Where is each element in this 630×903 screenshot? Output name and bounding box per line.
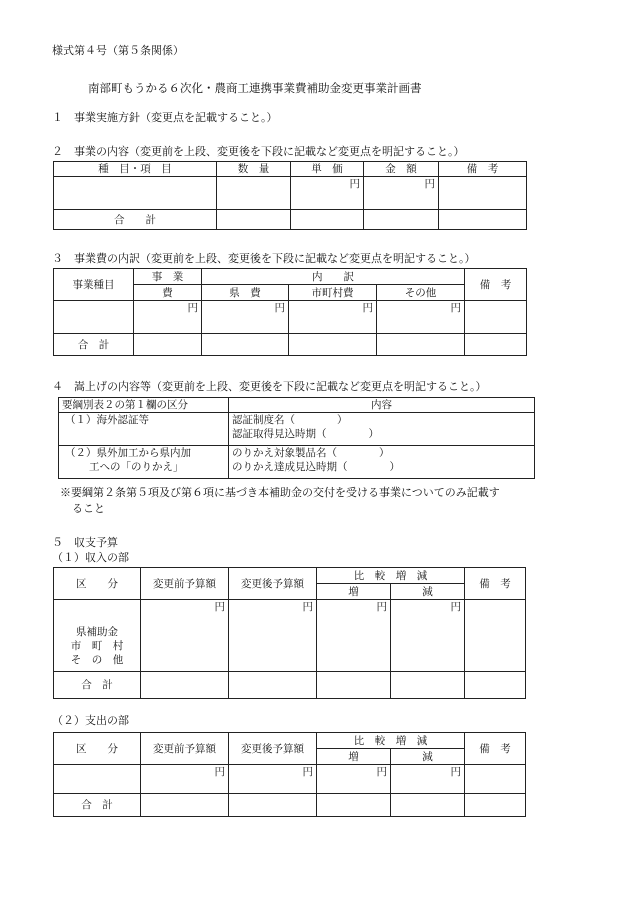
expense-table: [53, 732, 526, 817]
section5-heading: ５ 収支予算: [52, 536, 118, 549]
amount-cell[interactable]: [364, 177, 439, 210]
total-after-cell[interactable]: [229, 672, 317, 699]
business-content-table: [53, 161, 527, 230]
header-before-budget: 変更前予算額: [141, 733, 229, 765]
yen-label: 円: [424, 178, 435, 190]
yen-label: 円: [214, 601, 225, 613]
yen-label: 円: [349, 178, 360, 190]
header-town-cost: 市町村費: [289, 285, 377, 301]
business-type-cell[interactable]: [54, 301, 134, 334]
header-comparison: 比 較 増 減: [317, 733, 465, 749]
item-cell[interactable]: [54, 177, 217, 210]
note-cell[interactable]: [465, 600, 526, 672]
overseas-cert-content[interactable]: [229, 413, 535, 446]
total-unit-price-cell[interactable]: [291, 210, 364, 230]
note-cell[interactable]: [439, 177, 527, 210]
decrease-cell[interactable]: [391, 600, 465, 672]
header-category: 区 分: [54, 733, 141, 765]
header-business-type: 事業種目: [54, 269, 134, 301]
before-budget-cell[interactable]: [141, 600, 229, 672]
total-quantity-cell[interactable]: [217, 210, 291, 230]
header-increase: 増: [317, 749, 391, 765]
total-after-cell[interactable]: [229, 794, 317, 817]
switch-category-line2: 工への「のりかえ」: [89, 461, 184, 473]
header-content: 内容: [229, 398, 535, 413]
header-unit-price: 単 価: [291, 162, 364, 177]
header-note: 備 考: [465, 568, 526, 600]
yen-label: 円: [274, 302, 285, 314]
income-item-other: そ の 他: [70, 654, 124, 666]
business-cost-cell[interactable]: [134, 301, 202, 334]
section3-heading: ３ 事業費の内訳（変更前を上段、変更後を下段に記載など変更点を明記すること。）: [52, 252, 476, 265]
yen-label: 円: [302, 601, 313, 613]
unit-price-cell[interactable]: [291, 177, 364, 210]
header-category: 要綱別表２の第１欄の区分: [59, 398, 229, 413]
yen-label: 円: [302, 766, 313, 778]
after-budget-cell[interactable]: [229, 765, 317, 794]
header-comparison: 比 較 増 減: [317, 568, 465, 584]
total-note-cell[interactable]: [465, 794, 526, 817]
header-after-budget: 変更後予算額: [229, 733, 317, 765]
header-before-budget: 変更前予算額: [141, 568, 229, 600]
section4-note-line1: ※要綱第２条第５項及び第６項に基づき本補助金の交付を受ける事業についてのみ記載す: [60, 486, 500, 499]
yen-label: 円: [450, 766, 461, 778]
section4-note-line2: ること: [72, 502, 105, 515]
yen-label: 円: [376, 766, 387, 778]
total-before-cell[interactable]: [141, 794, 229, 817]
header-quantity: 数 量: [217, 162, 291, 177]
income-heading: （１）収入の部: [52, 551, 129, 564]
header-other: その他: [377, 285, 465, 301]
total-note-cell[interactable]: [439, 210, 527, 230]
overseas-cert-category: （１）海外認証等: [59, 413, 229, 446]
switch-category: [59, 446, 229, 479]
total-note-cell[interactable]: [465, 334, 527, 356]
yen-label: 円: [187, 302, 198, 314]
total-increase-cell[interactable]: [317, 794, 391, 817]
header-note: 備 考: [465, 733, 526, 765]
header-increase: 増: [317, 584, 391, 600]
decrease-cell[interactable]: [391, 765, 465, 794]
header-pref-cost: 県 費: [202, 285, 289, 301]
total-other-cost-cell[interactable]: [377, 334, 465, 356]
after-budget-cell[interactable]: [229, 600, 317, 672]
header-breakdown: 内 訳: [202, 269, 465, 285]
income-items-cell: [54, 600, 141, 672]
income-item-pref-subsidy: 県補助金: [76, 626, 118, 638]
total-decrease-cell[interactable]: [391, 794, 465, 817]
total-increase-cell[interactable]: [317, 672, 391, 699]
header-business-cost-bottom: 費: [134, 285, 202, 301]
income-table: [53, 567, 526, 699]
yen-label: 円: [450, 601, 461, 613]
expense-heading: （２）支出の部: [52, 714, 129, 727]
yen-label: 円: [376, 601, 387, 613]
cert-date-line: 認証取得見込時期（ ）: [232, 428, 379, 440]
increase-cell[interactable]: [317, 765, 391, 794]
switch-product-line: のりかえ対象製品名（ ）: [232, 447, 390, 459]
total-before-cell[interactable]: [141, 672, 229, 699]
total-label: 合 計: [54, 794, 141, 817]
total-town-cost-cell[interactable]: [289, 334, 377, 356]
header-note: 備 考: [465, 269, 527, 301]
header-after-budget: 変更後予算額: [229, 568, 317, 600]
cost-breakdown-table: [53, 268, 527, 356]
note-cell[interactable]: [465, 301, 527, 334]
total-pref-cost-cell[interactable]: [202, 334, 289, 356]
switch-date-line: のりかえ達成見込時期（ ）: [232, 461, 400, 473]
section1-heading: １ 事業実施方針（変更点を記載すること。）: [52, 111, 278, 124]
section4-heading: ４ 嵩上げの内容等（変更前を上段、変更後を下段に記載など変更点を明記すること。）: [52, 380, 487, 393]
header-item: 種 目・項 目: [54, 162, 217, 177]
total-note-cell[interactable]: [465, 672, 526, 699]
before-budget-cell[interactable]: [141, 765, 229, 794]
switch-content[interactable]: [229, 446, 535, 479]
page-title: 南部町もうかる６次化・農商工連携事業費補助金変更事業計画書: [88, 81, 422, 95]
increase-cell[interactable]: [317, 600, 391, 672]
header-category: 区 分: [54, 568, 141, 600]
total-label: 合 計: [54, 672, 141, 699]
yen-label: 円: [450, 302, 462, 314]
note-cell[interactable]: [465, 765, 526, 794]
total-amount-cell[interactable]: [364, 210, 439, 230]
section2-heading: ２ 事業の内容（変更前を上段、変更後を下段に記載など変更点を明記すること。）: [52, 145, 465, 158]
header-business-cost-top: 事 業: [134, 269, 202, 285]
header-decrease: 減: [391, 584, 465, 600]
header-decrease: 減: [391, 749, 465, 765]
switch-category-line1: （２）県外加工から県内加: [65, 447, 191, 459]
header-amount: 金 額: [364, 162, 439, 177]
town-cost-cell[interactable]: [289, 301, 377, 334]
income-item-town: 市 町 村: [70, 640, 124, 652]
quantity-cell[interactable]: [217, 177, 291, 210]
total-label: 合 計: [54, 334, 134, 356]
cert-name-line: 認証制度名（ ）: [232, 414, 348, 426]
category-cell[interactable]: [54, 765, 141, 794]
total-business-cost-cell[interactable]: [134, 334, 202, 356]
yen-label: 円: [362, 302, 373, 314]
header-note: 備 考: [439, 162, 527, 177]
total-label: 合 計: [54, 210, 217, 230]
yen-label: 円: [214, 766, 225, 778]
pref-cost-cell[interactable]: [202, 301, 289, 334]
other-cost-cell[interactable]: [377, 301, 465, 334]
form-number: 様式第４号（第５条関係）: [52, 44, 184, 57]
total-decrease-cell[interactable]: [391, 672, 465, 699]
boost-content-table: [58, 397, 535, 479]
